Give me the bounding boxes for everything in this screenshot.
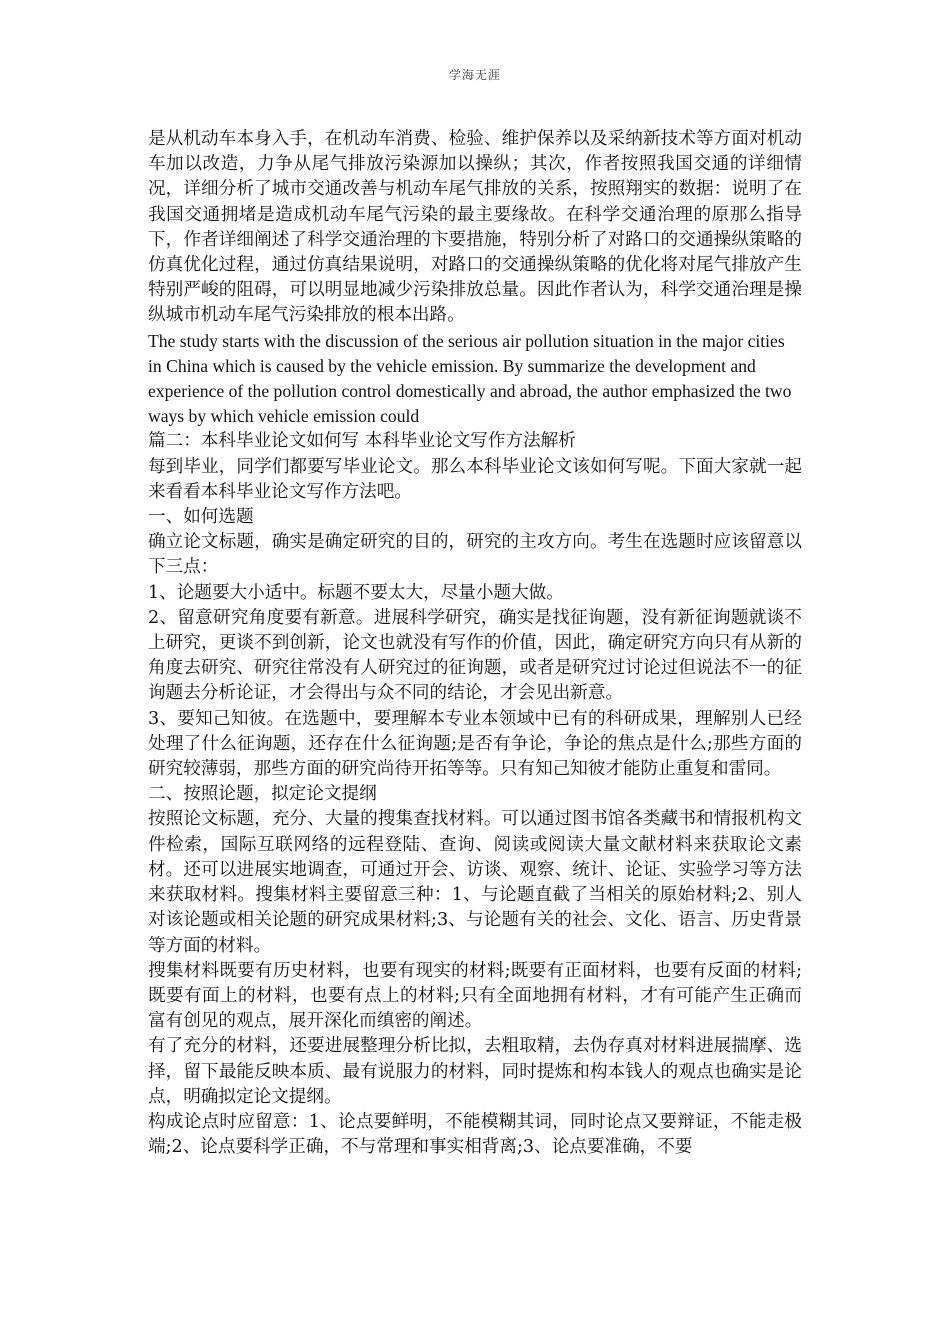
list-item-3: 3、要知己知彼。在选题中，要理解本专业本领域中已有的科研成果，理解别人已经处理了什么征询题，还存在什么征询题;是否有争论，争论的焦点是什么;那些方面的研究较薄弱，那些方面的研究尚待开拓等等。只有知己知彼才能防止重复和雷同。 xyxy=(148,708,802,780)
document-body xyxy=(148,127,802,1160)
paragraph-analysis: 有了充分的材料，还要进展整理分析比拟，去粗取精，去伪存真对材料进展揣摩、选择，留下最能反映本质、最有说服力的材料，同时提炼和构本钱人的观点也确实是论点，明确拟定论文提纲。 xyxy=(148,1036,802,1107)
paragraph-materials: 按照论文标题，充分、大量的搜集查找材料。可以通过图书馆各类藏书和情报机构文件检索，国际互联网络的远程登陆、查询、阅读或阅读大量文献材料来获取论文素材。还可以进展实地调查，可通过开会、访谈、观察、统计、论证、实验学习等方法来获取材料。搜集材料主要留意三种：1、与论题直截了当相关的原始材料;2、别人对该论题或相关论题的研究成果材料;3、与论题有关的社会、文化、语言、历史背景等方面的材料。 xyxy=(148,809,802,956)
paragraph-abstract-en: The study starts with the discussion of the serious air pollution situation in the major cities in China which is caused by the vehicle emission. By summarize the development and experience of the pollution control domestically and abroad, the author emphasized the two ways by which vehicle emission could xyxy=(148,330,792,427)
paragraph-topic-purpose: 确立论文标题，确实是确定研究的目的，研究的主攻方向。考生在选题时应该留意以下三点： xyxy=(148,532,802,578)
list-item-2: 2、留意研究角度要有新意。进展科学研究，确实是找征询题，没有新征询题就谈不上研究，更谈不到创新，论文也就没有写作的价值，因此，确定研究方向只有从新的角度去研究、研究往常没有人研究过的征询题，或者是研究过讨论过但说法不一的征询题去分析论证，才会得出与众不同的结论，才会见出新意。 xyxy=(148,607,802,704)
paragraph-materials-scope: 搜集材料既要有历史材料，也要有现实的材料;既要有正面材料，也要有反面的材料;既要有面上的材料，也要有点上的材料;只有全面地拥有材料，才有可能产生正确而富有创见的观点，展开深化而缜密的阐述。 xyxy=(148,960,802,1032)
list-item-1: 1、论题要大小适中。标题不要太大，尽量小题大做。 xyxy=(148,582,564,603)
paragraph-abstract-cn: 是从机动车本身入手，在机动车消费、检验、维护保养以及采纳新技术等方面对机动车加以改造，力争从尾气排放污染源加以操纵；其次，作者按照我国交通的详细情况，详细分析了城市交通改善与机动车尾气排放的关系，按照翔实的数据：说明了在我国交通拥堵是造成机动车尾气污染的最主要缘故。在科学交通治理的原那么指导下，作者详细阐述了科学交通治理的卞要措施，特别分析了对路口的交通操纵策略的仿真优化过程，通过仿真结果说明，对路口的交通操纵策略的优化将对尾气排放产生特别严峻的阻碍，可以明显地减少污染排放总量。因此作者认为，科学交通治理是操纵城市机动车尾气污染排放的根本出路。 xyxy=(148,129,802,326)
heading-outline: 二、按照论题，拟定论文提纲 xyxy=(148,784,377,805)
section-title: 篇二：本科毕业论文如何写 本科毕业论文写作方法解析 xyxy=(148,431,576,452)
page-header: 学海无涯 xyxy=(448,68,501,82)
paragraph-arguments: 构成论点时应留意：1、论点要鲜明，不能模糊其词，同时论点又要辩证，不能走极端;2、论点要科学正确，不与常理和事实相背离;3、论点要准确，不要 xyxy=(148,1111,802,1158)
paragraph-intro: 每到毕业，同学们都要写毕业论文。那么本科毕业论文该如何写呢。下面大家就一起来看看本科毕业论文写作方法吧。 xyxy=(148,456,802,502)
heading-choose-topic: 一、如何选题 xyxy=(148,507,254,528)
